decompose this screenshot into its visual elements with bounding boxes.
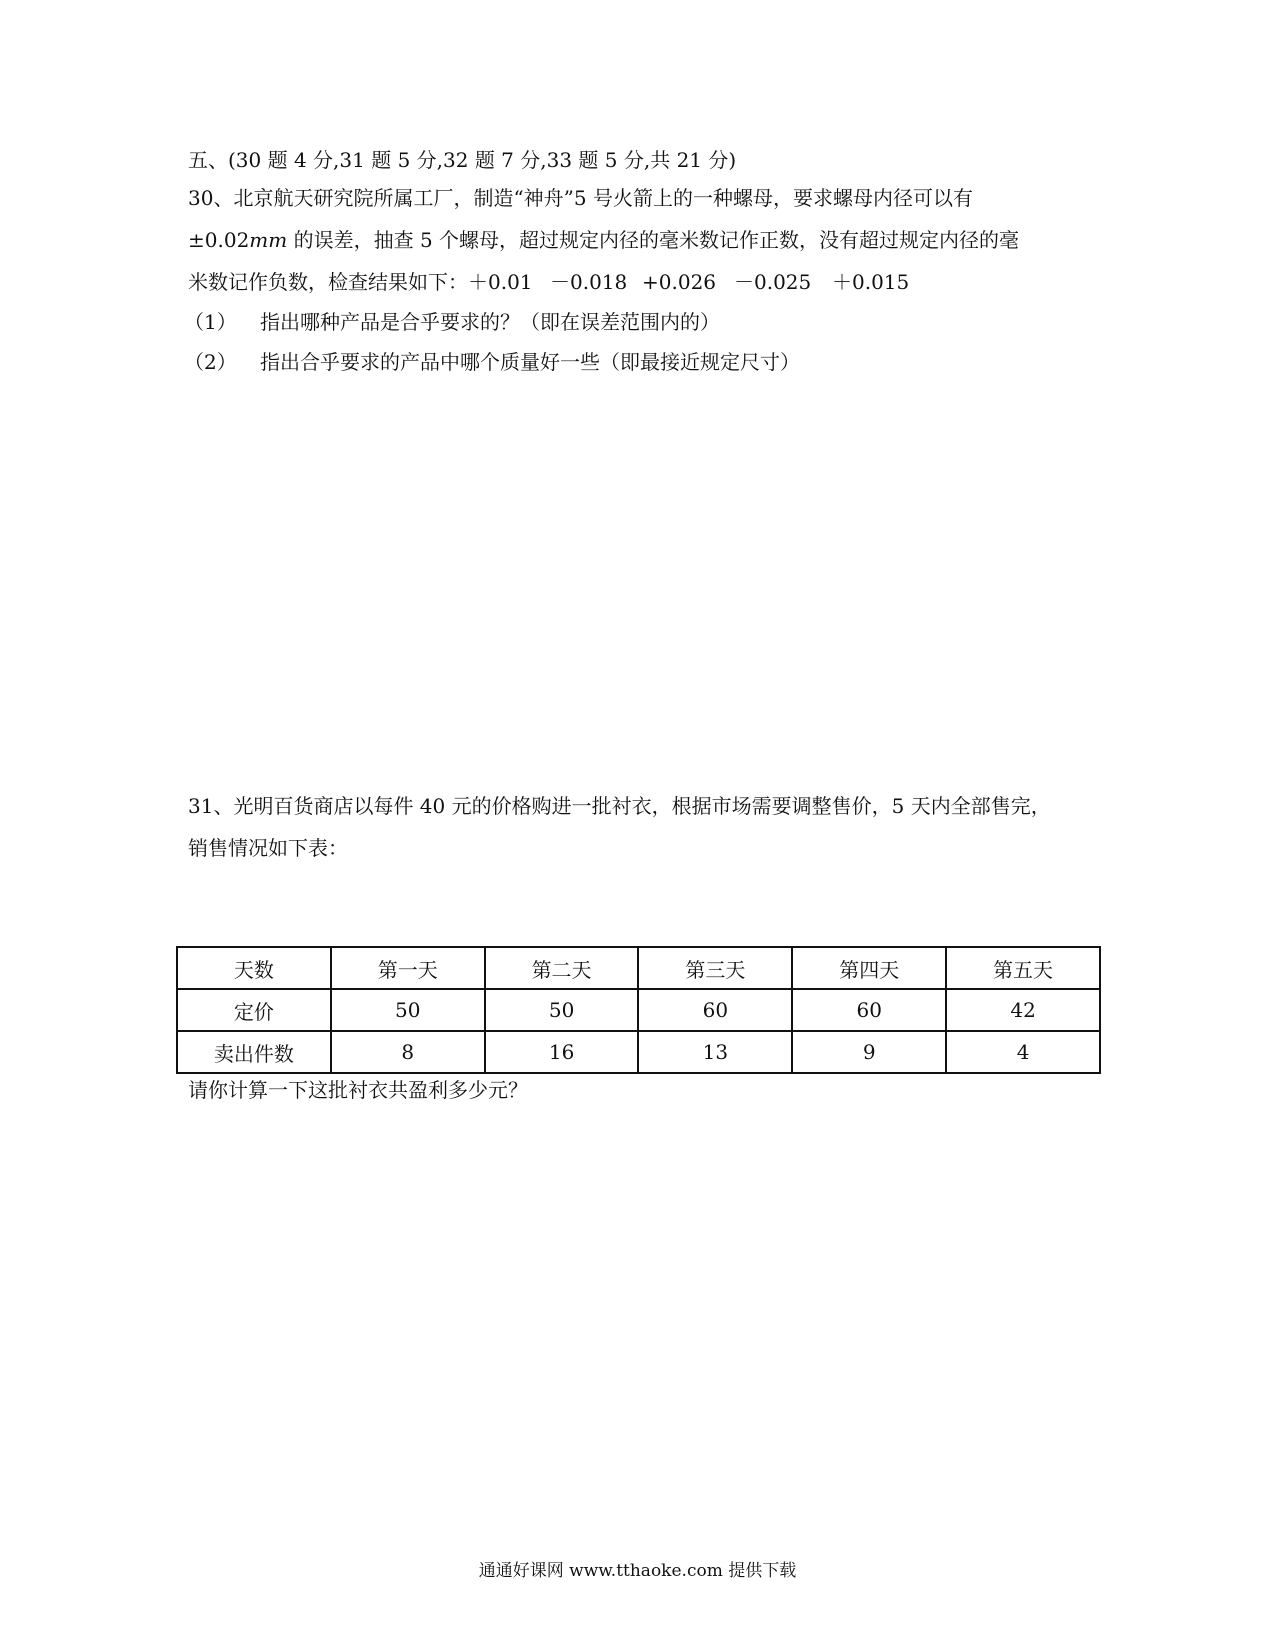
- q30-subquestion: [184, 310, 720, 334]
- table-header-row: [177, 947, 1100, 989]
- q31-line-1: 31、光明百货商店以每件 40 元的价格购进一批衬衣，根据市场需要调整售价，5 天内全部售完，: [188, 794, 1051, 818]
- subquestion-text: 指出哪种产品是合乎要求的？（即在误差范围内的）: [260, 310, 720, 334]
- table-cell: 50: [331, 989, 485, 1031]
- q30-line-1: 30、北京航天研究院所属工厂，制造“神舟”5 号火箭上的一种螺母，要求螺母内径可以有: [188, 186, 973, 210]
- table-cell: 50: [485, 989, 639, 1031]
- table-cell: 60: [638, 989, 792, 1031]
- section-header: 五、(30 题 4 分,31 题 5 分,32 题 7 分,33 题 5 分,共 21 分): [188, 148, 737, 172]
- footer-credit: 通通好课网 www.tthaoke.com 提供下载: [478, 1561, 797, 1581]
- subquestion-text: 指出合乎要求的产品中哪个质量好一些（即最接近规定尺寸）: [260, 350, 800, 374]
- q30-result: －0.025: [734, 270, 812, 294]
- q30-line-2: [188, 228, 1019, 252]
- table-cell: 8: [331, 1031, 485, 1073]
- q30-unit: mm: [249, 228, 288, 252]
- q31-line-2: 销售情况如下表：: [188, 836, 348, 860]
- table-cell: 60: [792, 989, 946, 1031]
- q30-subquestion: [184, 350, 800, 374]
- table-cell: 卖出件数: [177, 1031, 331, 1073]
- q30-result: ＋0.015: [832, 270, 910, 294]
- table-header-cell: 第一天: [331, 947, 485, 989]
- q30-line-2-rest: 的误差，抽查 5 个螺母，超过规定内径的毫米数记作正数，没有超过规定内径的毫: [287, 228, 1020, 252]
- subquestion-number: （1）: [184, 310, 237, 334]
- table-cell: 4: [946, 1031, 1100, 1073]
- table-header-cell: 第五天: [946, 947, 1100, 989]
- q31-question: 请你计算一下这批衬衣共盈利多少元？: [188, 1078, 528, 1102]
- q30-result: －0.018: [550, 270, 628, 294]
- table-cell: 42: [946, 989, 1100, 1031]
- table-header-cell: 第二天: [485, 947, 639, 989]
- q30-line-3-text: 米数记作负数，检查结果如下：: [188, 270, 468, 294]
- q30-line-3: [188, 270, 909, 294]
- table-cell: 13: [638, 1031, 792, 1073]
- table-header-cell: 第三天: [638, 947, 792, 989]
- table-cell: 9: [792, 1031, 946, 1073]
- table-cell: 定价: [177, 989, 331, 1031]
- table-header-cell: 第四天: [792, 947, 946, 989]
- table-cell: 16: [485, 1031, 639, 1073]
- q30-result: ＋0.01: [468, 270, 533, 294]
- subquestion-number: （2）: [184, 350, 237, 374]
- sales-table: [176, 946, 1101, 1074]
- q30-result: +0.026: [642, 270, 717, 294]
- table-header-cell: 天数: [177, 947, 331, 989]
- table-row: [177, 1031, 1100, 1073]
- q30-tolerance: ±0.02: [188, 228, 250, 252]
- table-row: [177, 989, 1100, 1031]
